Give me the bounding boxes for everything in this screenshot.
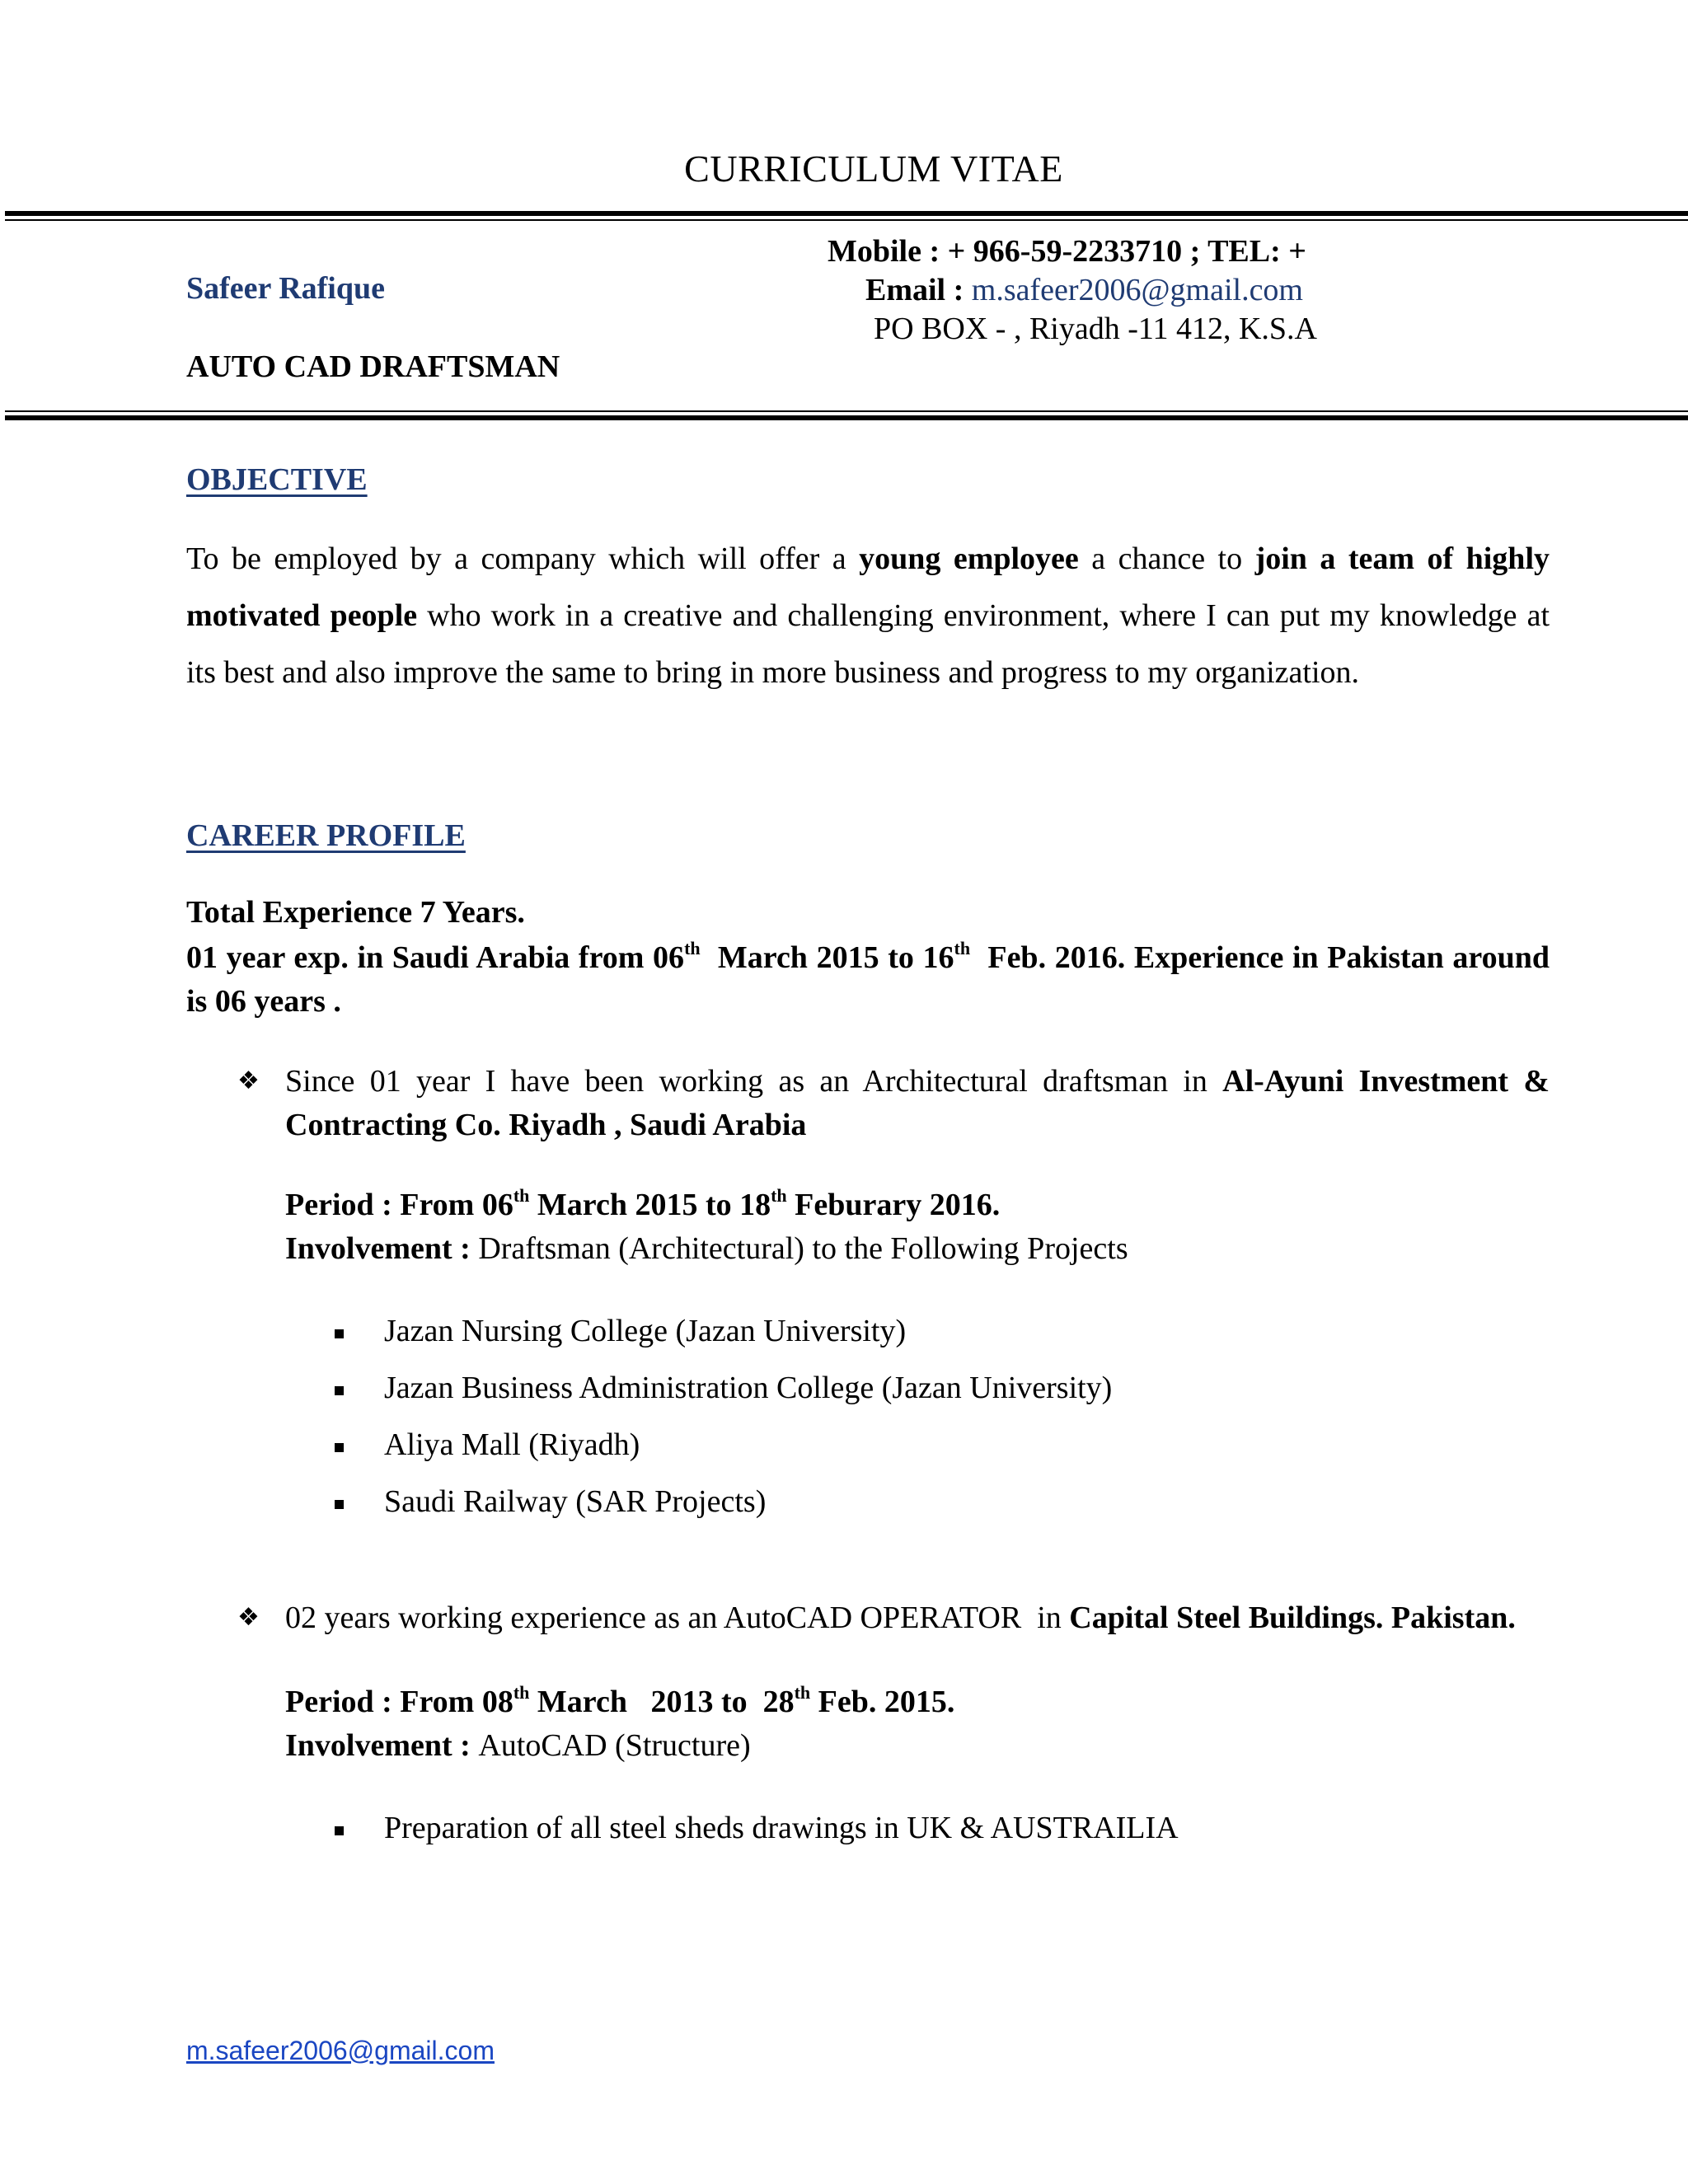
contact-address: PO BOX - , Riyadh -11 412, K.S.A (874, 312, 1317, 346)
job2-period-c: Feb. 2015. (810, 1685, 955, 1719)
job1-project: Aliya Mall (Riyadh) (384, 1427, 640, 1462)
job1-involvement-label: Involvement : (285, 1231, 479, 1266)
document-title: CURRICULUM VITAE (684, 148, 1063, 190)
job1-involvement (285, 1230, 1128, 1267)
career-summary-2: March 2015 to 16 (700, 940, 954, 975)
job2-text: 02 years working experience as an AutoCAD OPERATOR in (285, 1601, 1070, 1635)
job2-description (285, 1596, 1550, 1640)
mobile-label: Mobile : (828, 234, 948, 269)
job1-description (285, 1060, 1550, 1147)
square-bullet-icon (335, 1826, 344, 1835)
header-bottom-rule (5, 415, 1688, 420)
footer-email-link[interactable]: m.safeer2006@gmail.com (186, 2036, 495, 2065)
job1-involvement-value: Draftsman (Architectural) to the Following Projects (478, 1231, 1128, 1266)
diamond-bullet-icon: ❖ (237, 1603, 260, 1632)
job2-involvement (285, 1727, 751, 1764)
objective-bold-2: join a team of highly motivated people (186, 541, 1550, 633)
square-bullet-icon (335, 1500, 344, 1509)
contact-email (828, 271, 1317, 310)
job2-company: Capital Steel Buildings. Pakistan. (1069, 1601, 1516, 1635)
career-summary-3: Feb. 2016. Experience in Pakistan around is 06 years . (186, 940, 1558, 1019)
job1-company: Al-Ayuni Investment & Contracting Co. Riyadh , Saudi Arabia (285, 1064, 1550, 1142)
job2-period-sup-2: th (794, 1682, 811, 1704)
header-bottom-rule-thin (5, 410, 1688, 412)
job1-project: Jazan Nursing College (Jazan University) (384, 1314, 907, 1348)
contact-block (828, 232, 1317, 349)
career-summary-sup-1: th (684, 938, 701, 959)
job1-period (285, 1187, 1000, 1223)
career-summary (186, 936, 1558, 1024)
header-top-rule (5, 211, 1688, 216)
career-summary-sup-2: th (954, 938, 971, 959)
job2-project: Preparation of all steel sheds drawings in UK & AUSTRAILIA (384, 1811, 1179, 1845)
diamond-bullet-icon: ❖ (237, 1066, 260, 1095)
job2-involvement-value: AutoCAD (Structure) (478, 1728, 751, 1763)
candidate-role: AUTO CAD DRAFTSMAN (186, 349, 560, 384)
job2-period (285, 1684, 954, 1720)
career-summary-1: 01 year exp. in Saudi Arabia from 06 (186, 940, 685, 975)
job1-text: Since 01 year I have been working as an Architectural draftsman in (285, 1064, 1223, 1099)
job1-project: Jazan Business Administration College (Jazan University) (384, 1371, 1113, 1405)
objective-text-1: To be employed by a company which will offer a (186, 541, 860, 576)
job1-period-sup-1: th (513, 1185, 530, 1207)
career-total-experience: Total Experience 7 Years. (186, 895, 525, 930)
contact-mobile (828, 232, 1317, 271)
job1-period-sup-2: th (771, 1185, 787, 1207)
career-heading: CAREER PROFILE (186, 818, 466, 853)
job2-period-b: March 2013 to 28 (529, 1685, 795, 1719)
candidate-name: Safeer Rafique (186, 271, 385, 306)
job1-period-c: Feburary 2016. (786, 1188, 1001, 1222)
objective-bold-1: young employee (859, 541, 1079, 576)
header-top-rule-thin (5, 219, 1688, 221)
square-bullet-icon (335, 1386, 344, 1395)
job1-period-b: March 2015 to 18 (529, 1188, 771, 1222)
objective-text-3: who work in a creative and challenging environment, where I can put my knowledge at its best and also improve the same to bring in more business and progress to my organization. (186, 598, 1550, 690)
job2-period-sup-1: th (513, 1682, 530, 1704)
objective-text-2: a chance to (1078, 541, 1255, 576)
email-label: Email : (865, 273, 972, 307)
job2-involvement-label: Involvement : (285, 1728, 479, 1763)
job1-project: Saudi Railway (SAR Projects) (384, 1484, 767, 1519)
email-link[interactable]: m.safeer2006@gmail.com (971, 273, 1303, 307)
square-bullet-icon (335, 1329, 344, 1338)
objective-paragraph (186, 531, 1550, 701)
square-bullet-icon (335, 1443, 344, 1452)
job2-period-a: Period : From 08 (285, 1685, 513, 1719)
objective-heading: OBJECTIVE (186, 462, 368, 497)
job1-period-a: Period : From 06 (285, 1188, 513, 1222)
mobile-value: + 966-59-2233710 ; TEL: + (947, 234, 1306, 269)
